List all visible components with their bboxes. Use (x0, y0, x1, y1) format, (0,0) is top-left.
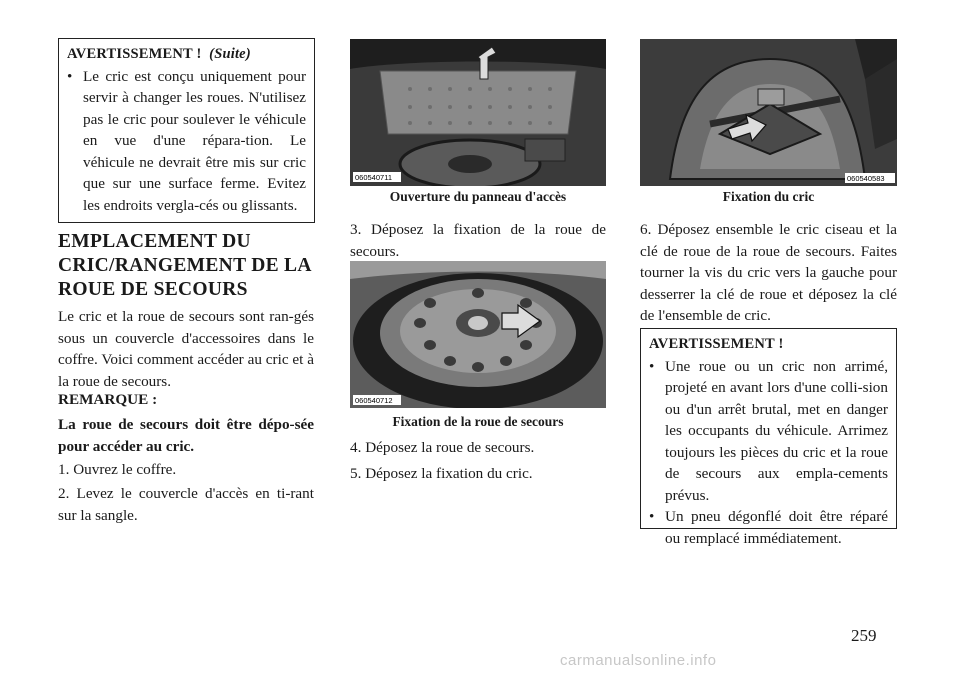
caption-jack: Fixation du cric (722, 189, 815, 204)
warning-bullet-1: • Une roue ou un cric non arrimé, projeté en avant lors d'une colli-sion ou d'un arrêt brutal, met en danger les occupants du véhicule. Arrimez toujours les pièces du cric et la roue de secours aux empla-cements prévus. (649, 356, 888, 507)
step-3: 3. Déposez la fixation de la roue de secours. (350, 221, 606, 260)
trunk-panel-illustration (350, 39, 606, 186)
warning-box-continued (58, 38, 315, 223)
section-heading: EMPLACEMENT DU CRIC/RANGEMENT DE LA ROUE DE SECOURS (58, 231, 311, 300)
watermark: carmanualsonline.info (560, 652, 717, 669)
note-label: REMARQUE : (58, 391, 158, 408)
step-6: 6. Déposez ensemble le cric ciseau et la clé de roue de la roue de secours. Faites tourner la vis du cric vers la gauche pour desserrer la clé de roue et déposez la clé de l'ensemble de cric. (640, 221, 897, 324)
step-5: 5. Déposez la fixation du cric. (350, 465, 533, 482)
photo-spare-wheel (350, 261, 606, 408)
photo-access-panel (350, 39, 606, 186)
caption-spare-wheel: Fixation de la roue de secours (392, 414, 564, 429)
warning-title-2: AVERTISSEMENT ! (649, 336, 784, 352)
photo-jack (640, 39, 897, 186)
spare-wheel-illustration (350, 261, 606, 408)
warning-bullet-2: • Un pneu dégonflé doit être réparé ou remplacé immédiatement. (649, 506, 888, 549)
note-text: La roue de secours doit être dépo-sée pour accéder au cric. (58, 416, 314, 455)
step-1: 1. Ouvrez le coffre. (58, 461, 177, 478)
figure-code-3: 060540583 (847, 174, 885, 183)
caption-access-panel: Ouverture du panneau d'accès (389, 189, 567, 204)
figure-code-2: 060540712 (355, 396, 393, 405)
step-4: 4. Déposez la roue de secours. (350, 439, 535, 456)
step-2: 2. Levez le couvercle d'accès en ti-rant sur la sangle. (58, 485, 314, 524)
figure-code-1: 060540711 (355, 173, 392, 182)
intro-paragraph: Le cric et la roue de secours sont ran-gés sous un couvercle d'accessoires dans le coffre. Voici comment accéder au cric et à la roue de secours. (58, 308, 314, 390)
warning-bullet: • Le cric est conçu uniquement pour servir à changer les roues. N'utilisez pas le cric pour soulever le véhicule en vue d'une répara-tion. Le véhicule ne devrait être mis sur cric que sur une surface ferme. Evitez les endroits vergla-cés ou glissants. (67, 66, 306, 217)
warning-suffix: (Suite) (209, 46, 251, 62)
warning-title: AVERTISSEMENT ! (Suite) (67, 46, 251, 62)
warning-box (640, 328, 897, 547)
page-number: 259 (851, 626, 877, 645)
jack-illustration (640, 39, 897, 186)
